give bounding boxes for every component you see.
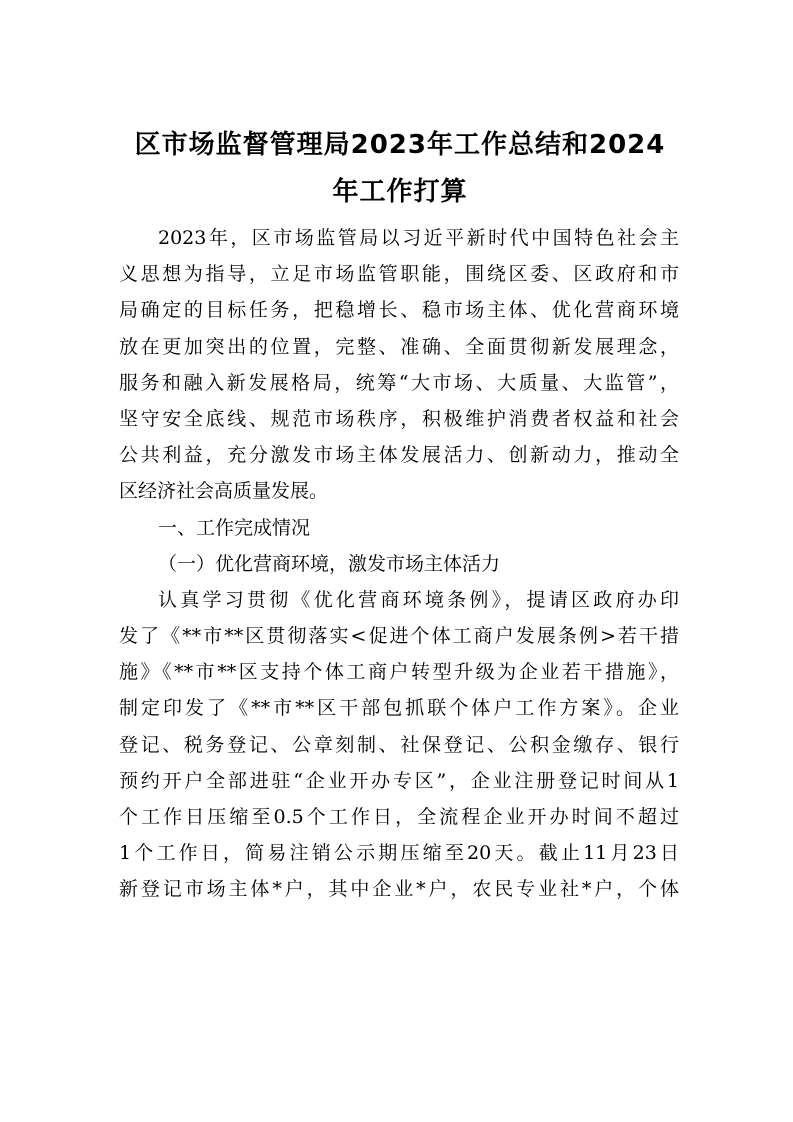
document-title [120,122,680,216]
document-body [119,220,679,908]
intro-line: 区经济社会高质量发展。 [119,480,329,503]
paragraph-line: 认真学习贯彻《优化营商环境条例》，提请区政府办印 [158,588,679,611]
paragraph-line: 个工作日压缩至0.5个工作日，全流程企业开办时间不超过 [119,806,679,828]
paragraph-line: 制定印发了《**市**区干部包抓联个体户工作方案》。企业 [119,697,679,720]
intro-line: 服务和融入新发展格局，统筹“大市场、大质量、大监管”， [119,371,679,394]
paragraph-line: 施》《**市**区支持个体工商户转型升级为企业若干措施》， [119,661,679,684]
paragraph-line: 新登记市场主体*户，其中企业*户，农民专业社*户，个体 [119,878,679,901]
intro-line: 义思想为指导，立足市场监管职能，围绕区委、区政府和市 [119,263,679,286]
intro-line: 公共利益，充分激发市场主体发展活力、创新动力，推动全 [119,444,679,467]
title-line-2: 年工作打算 [332,177,468,207]
subsection-heading: （一）优化营商环境，激发市场主体活力 [158,552,501,575]
intro-line: 坚守安全底线、规范市场秩序，积极维护消费者权益和社会 [119,407,679,430]
intro-line: 放在更加突出的位置，完整、准确、全面贯彻新发展理念， [119,335,679,358]
intro-line: 局确定的目标任务，把稳增长、稳市场主体、优化营商环境 [119,299,679,322]
paragraph-line: 1个工作日，简易注销公示期压缩至20天。截止11月23日 [119,842,679,865]
paragraph-line: 预约开户全部进驻“企业开办专区”，企业注册登记时间从1 [119,769,679,792]
paragraph-line: 发了《**市**区贯彻落实<促进个体工商户发展条例>若干措 [119,625,679,648]
section-heading: 一、工作完成情况 [158,516,311,539]
paragraph-line: 登记、税务登记、公章刻制、社保登记、公积金缴存、银行 [119,733,679,756]
title-line-1: 区市场监督管理局2023年工作总结和2024 [134,130,666,160]
intro-line: 2023年，区市场监管局以习近平新时代中国特色社会主 [158,227,679,249]
